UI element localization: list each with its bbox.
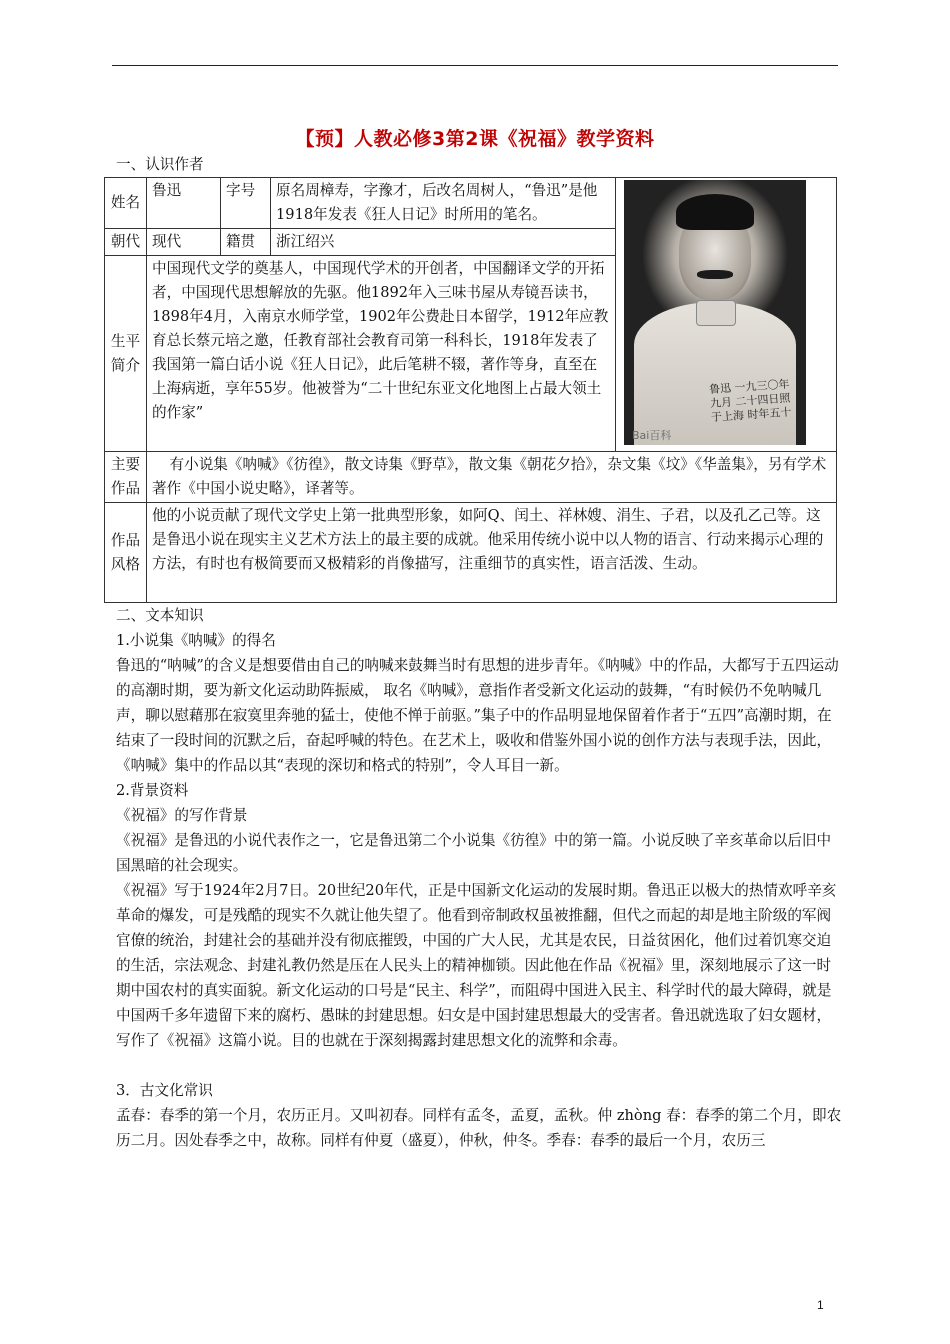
works-label-line1: 主要 bbox=[110, 456, 141, 473]
page-number: 1 bbox=[817, 1298, 824, 1312]
photo-mustache bbox=[697, 270, 733, 279]
paragraph-culture: 孟春：春季的第一个月，农历正月。又叫初春。同样有孟冬，孟夏，孟秋。仲 zhòng 春：春季的第二个月，即农历二月。因处春季之中，故称。同样有仲夏（盛夏），仲秋，仲冬。季春：春季的最后一个月，农历三 bbox=[116, 1107, 842, 1149]
style-value: 他的小说贡献了现代文学史上第一批典型形象，如阿Q、闰土、祥林嫂、涓生、子君，以及孔乙己等。这是鲁迅小说在现实主义艺术方法上的最主要的成就。他采用传统小说中以人物的语言、行动来揭示心理的方法，有时也有极简要而又极精彩的肖像描写，注重细节的真实性，语言活泼、生动。 bbox=[147, 503, 837, 603]
section-heading-author: 一、认识作者 bbox=[116, 156, 204, 173]
works-value: 有小说集《呐喊》《彷徨》，散文诗集《野草》，散文集《朝花夕拾》，杂文集《坟》《华盖集》，另有学术著作《中国小说史略》，译著等。 bbox=[147, 452, 837, 503]
bio-label-line2: 简介 bbox=[110, 356, 141, 374]
paragraph-nahan: 鲁迅的“呐喊”的含义是想要借由自己的呐喊来鼓舞当时有思想的进步青年。《呐喊》中的作品，大都写于五四运动的高潮时期，要为新文化运动助阵振威， 取名《呐喊》，意指作者受新文化运动的鼓舞，“有时候仍不免呐喊几声，聊以慰藉那在寂寞里奔驰的猛士，使他不惮于前驱。”集子中的作品明显地保留着作者于“五四”高潮时期，在结束了一段时间的沉默之后，奋起呼喊的特色。在艺术上，吸收和借鉴外国小说的创作方法与表现手法，因此，《呐喊》集中的作品以其“表现的深切和格式的特别”，令人耳目一新。 bbox=[116, 657, 839, 774]
document-body bbox=[110, 152, 842, 1153]
works-label bbox=[105, 452, 147, 503]
style-label-line2: 风格 bbox=[110, 555, 141, 573]
author-info-table bbox=[104, 177, 837, 603]
style-label bbox=[105, 503, 147, 603]
section-heading-text-knowledge: 二、文本知识 bbox=[116, 607, 204, 624]
subsection-title-background: 2.背景资料 bbox=[116, 782, 189, 799]
header-rule bbox=[112, 65, 838, 66]
subsection-title-nahan: 1.小说集《呐喊》的得名 bbox=[116, 632, 276, 649]
document-title: 【预】人教必修3第2课《祝福》教学资料 bbox=[295, 128, 655, 150]
origin-label: 籍贯 bbox=[221, 229, 271, 256]
zihao-value: 原名周樟寿，字豫才，后改名周树人，“鲁迅”是他1918年发表《狂人日记》时所用的笔名。 bbox=[271, 178, 616, 229]
author-photo-cell bbox=[616, 178, 837, 452]
bio-label-line1: 生平 bbox=[110, 332, 141, 350]
style-label-line1: 作品 bbox=[110, 531, 141, 549]
name-value: 鲁迅 bbox=[147, 178, 221, 229]
bio-label bbox=[105, 256, 147, 452]
name-label: 姓名 bbox=[105, 178, 147, 229]
author-photo bbox=[624, 180, 806, 445]
spacer bbox=[116, 1053, 842, 1078]
photo-collar bbox=[696, 300, 736, 326]
photo-watermark: Bai百科 bbox=[632, 429, 672, 442]
photo-signature: 鲁迅 一九三〇年九月 二十四日照于上海 时年五十 bbox=[708, 377, 792, 425]
dynasty-value: 现代 bbox=[147, 229, 221, 256]
dynasty-label: 朝代 bbox=[105, 229, 147, 256]
paragraph-background-2: 《祝福》写于1924年2月7日。20世纪20年代，正是中国新文化运动的发展时期。鲁迅正以极大的热情欢呼辛亥革命的爆发，可是残酷的现实不久就让他失望了。他看到帝制政权虽被推翻，但代之而起的却是地主阶级的军阀官僚的统治，封建社会的基础并没有彻底摧毁，中国的广大人民，尤其是农民，日益贫困化，他们过着饥寒交迫的生活，宗法观念、封建礼教仍然是压在人民头上的精神枷锁。因此他在作品《祝福》里，深刻地展示了这一时期中国农村的真实面貌。新文化运动的口号是“民主、科学”，而阻碍中国进入民主、科学时代的最大障碍，就是中国两千多年遗留下来的腐朽、愚昧的封建思想。妇女是中国封建思想最大的受害者。鲁迅就选取了妇女题材，写作了《祝福》这篇小说。目的也就在于深刻揭露封建思想文化的流弊和余毒。 bbox=[116, 882, 837, 1049]
zihao-label: 字号 bbox=[221, 178, 271, 229]
photo-hair bbox=[676, 194, 754, 230]
paragraph-background-1: 《祝福》是鲁迅的小说代表作之一，它是鲁迅第二个小说集《彷徨》中的第一篇。小说反映了辛亥革命以后旧中国黑暗的社会现实。 bbox=[116, 832, 832, 874]
origin-value: 浙江绍兴 bbox=[271, 229, 616, 256]
bio-value: 中国现代文学的奠基人，中国现代学术的开创者，中国翻译文学的开拓者，中国现代思想解放的先驱。他1892年入三味书屋从寿镜吾读书，1898年4月，入南京水师学堂，1902年公费赴日本留学，1912年应教育总长蔡元培之邀，任教育部社会教育司第一科科长，1918年发表了我国第一篇白话小说《狂人日记》，此后笔耕不辍，著作等身，直至在上海病逝，享年55岁。他被誉为“二十世纪东亚文化地图上占最大领土的作家” bbox=[147, 256, 616, 452]
works-label-line2: 作品 bbox=[110, 480, 141, 497]
subsection-title-culture: 3．古文化常识 bbox=[116, 1082, 213, 1099]
background-subheading: 《祝福》的写作背景 bbox=[116, 807, 248, 824]
